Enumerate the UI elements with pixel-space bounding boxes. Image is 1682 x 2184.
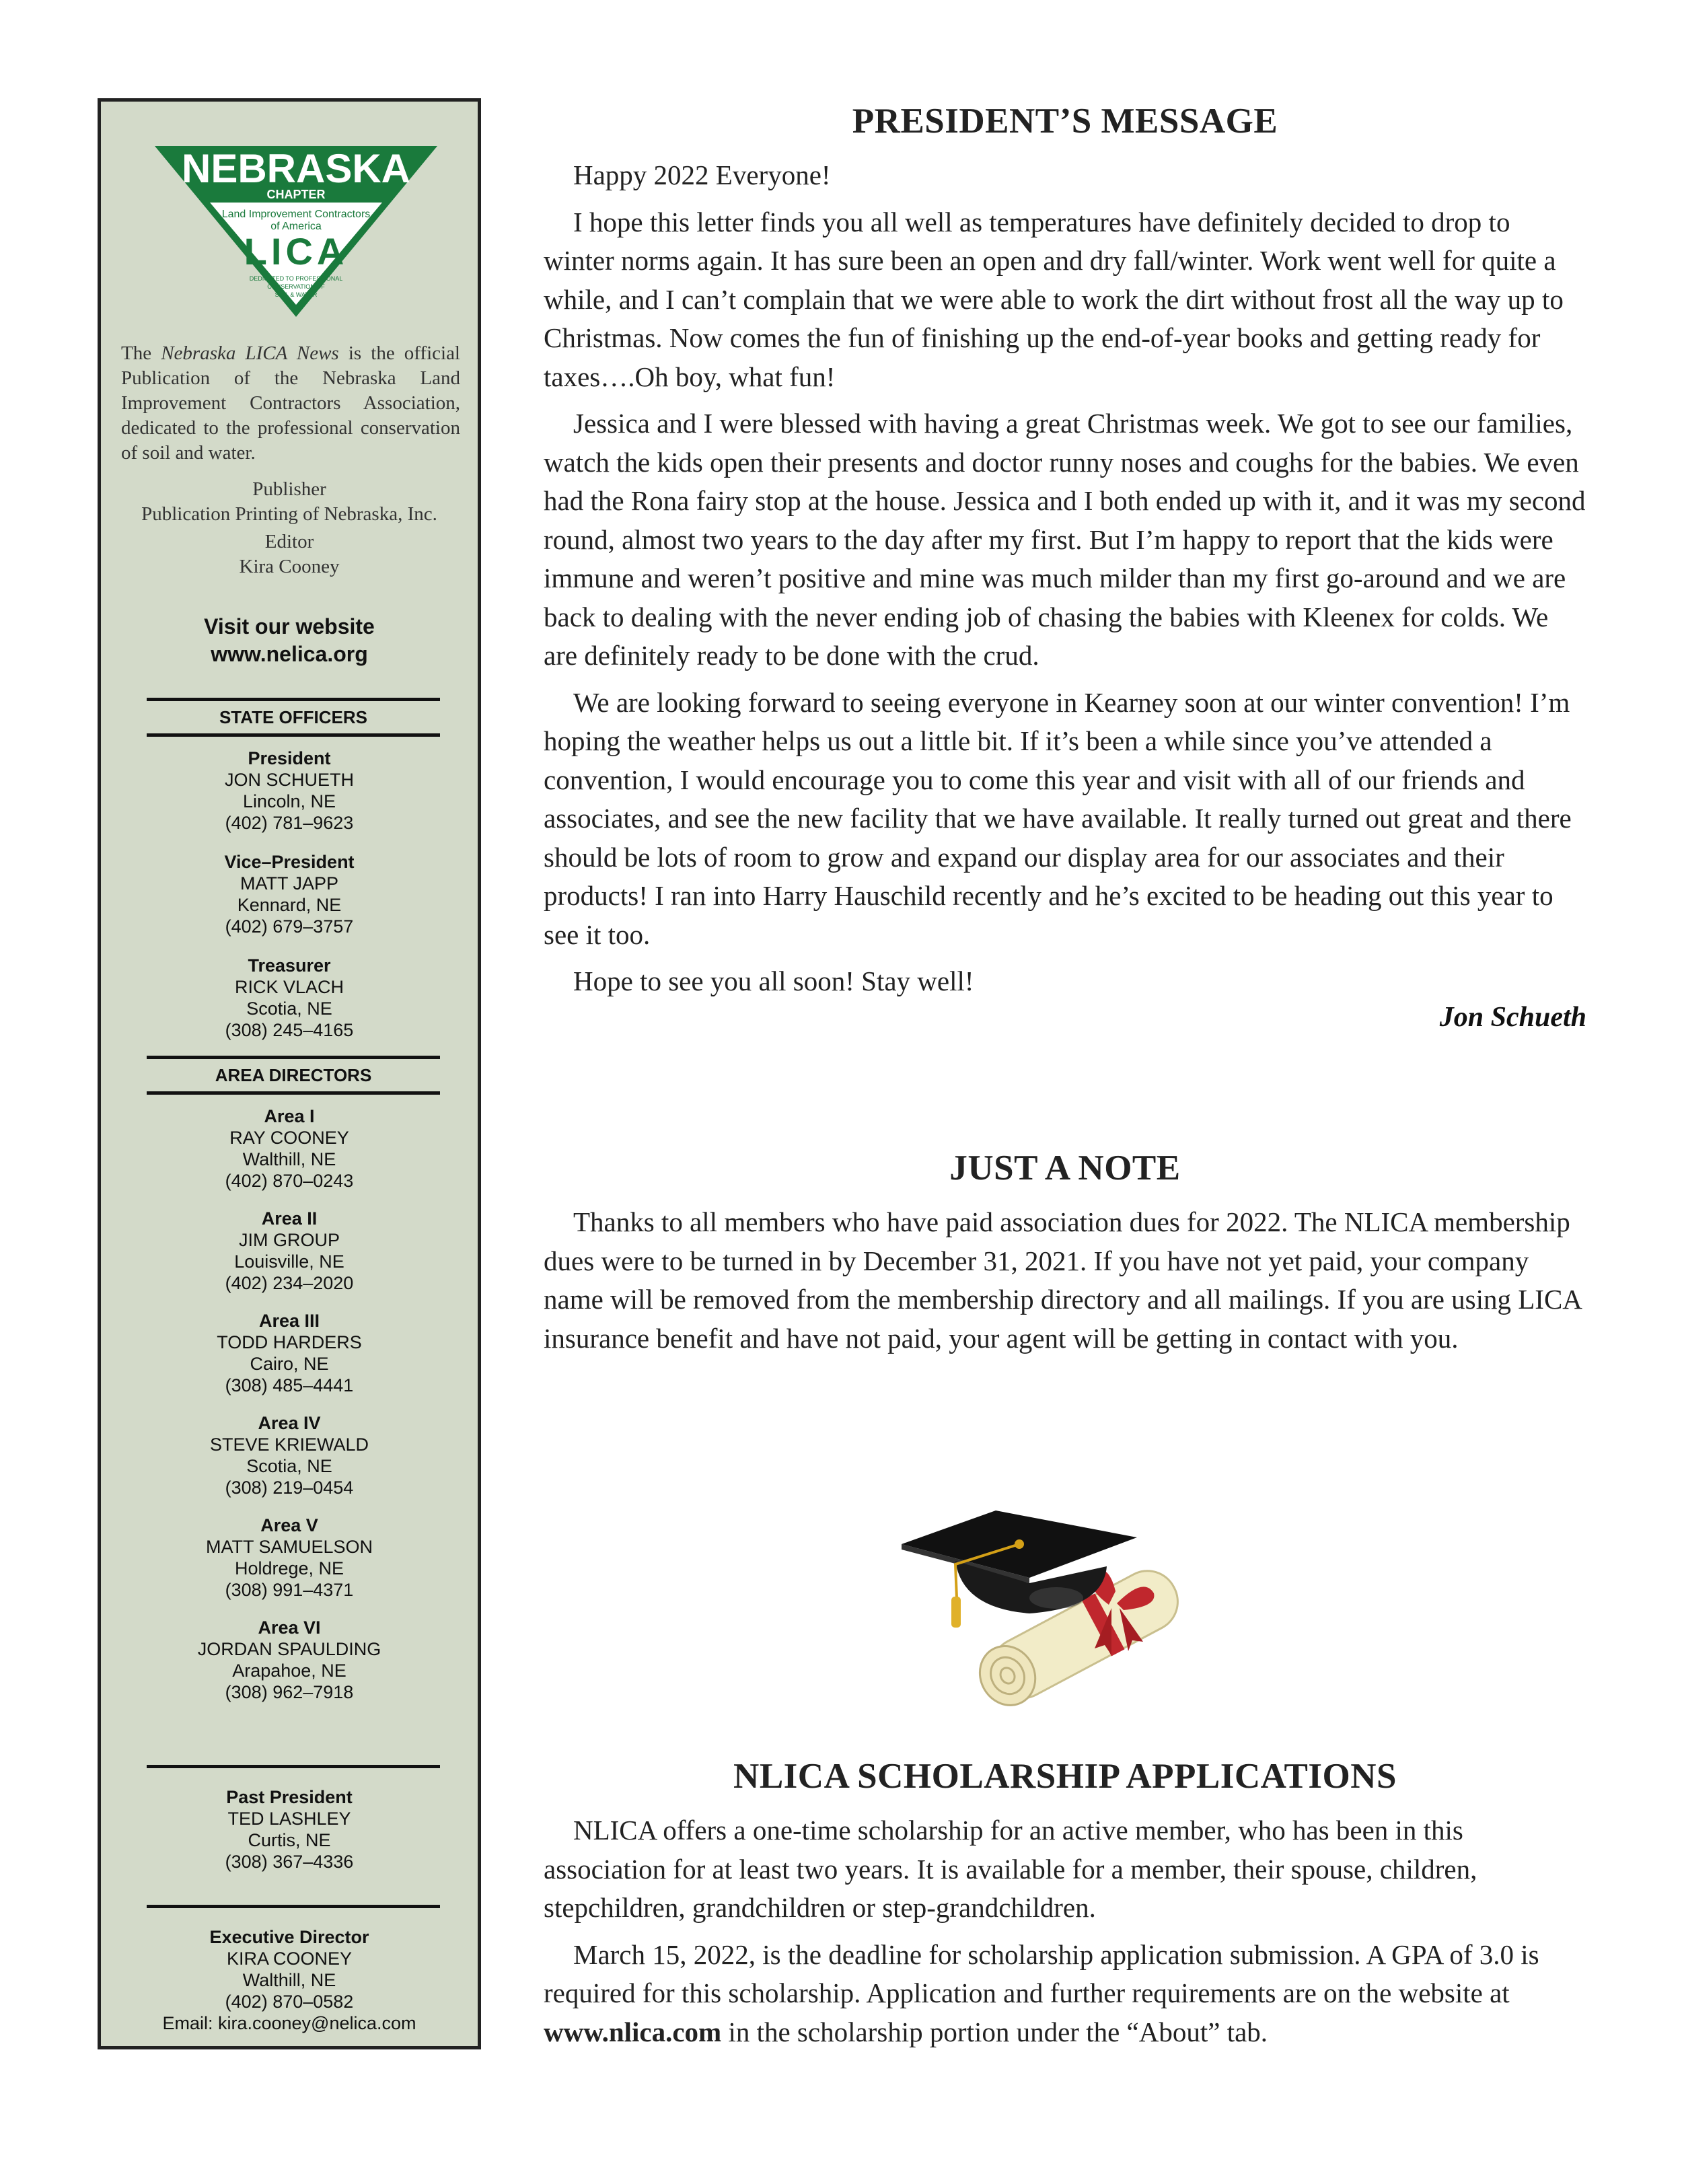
officer-president (101, 748, 478, 834)
officer-name: JON SCHUETH (224, 770, 354, 790)
scholarship-website-link[interactable]: www.nlica.com (544, 2016, 722, 2047)
director-city: Walthill, NE (242, 1149, 336, 1169)
past-president (101, 1786, 478, 1872)
officer-city: Lincoln, NE (242, 791, 336, 811)
officer-role: Treasurer (248, 955, 331, 976)
presidents-message-heading: PRESIDENT’S MESSAGE (852, 102, 1278, 141)
officer-role: President (248, 748, 331, 768)
website-link[interactable]: www.nelica.org (211, 642, 368, 666)
director-name: JORDAN SPAULDING (197, 1639, 381, 1659)
director-city: Cairo, NE (250, 1354, 329, 1374)
message-paragraph: Hope to see you all soon! Stay well! (573, 966, 974, 996)
intro-suffix: is the official Publication of the Nebraska Land Improvement Contractors Association, dedicated to the professional conservation of soil and water. (121, 342, 460, 464)
publication-intro (121, 341, 460, 466)
director-area: Area IV (258, 1413, 321, 1433)
director-name: JIM GROUP (238, 1230, 340, 1250)
director-city: Scotia, NE (246, 1456, 332, 1476)
executive-director-city: Walthill, NE (242, 1970, 336, 1990)
executive-director (101, 1926, 478, 2034)
director-area: Area II (261, 1208, 318, 1229)
director-phone: (308) 219–0454 (225, 1478, 354, 1498)
past-president-role: Past President (226, 1787, 353, 1807)
scholarship-paragraph (544, 1936, 1586, 2052)
officer-city: Kennard, NE (237, 895, 342, 915)
officer-name: MATT JAPP (240, 873, 339, 894)
director-area: Area III (258, 1311, 320, 1331)
message-paragraph: We are looking forward to seeing everyone in Kearney soon at our winter convention! I’m hoping the weather helps us out a little bit. If it’s been a while since you’ve attended a convention, I would encourage you to come this year and visit with all of our friends and associates, and see the new facility that we have available. It really turned out great and there should be lots of room to grow and expand our display area for our associates and their products! I ran into Harry Hauschild recently and he’s excited to be heading out this year to see it too. (544, 686, 1572, 950)
area-directors-heading: AREA DIRECTORS (147, 1056, 440, 1095)
director-area-4 (101, 1412, 478, 1498)
executive-director-name: KIRA COONEY (226, 1949, 353, 1969)
publisher-name: Publication Printing of Nebraska, Inc. (141, 503, 437, 525)
director-area: Area VI (258, 1617, 321, 1638)
executive-director-email[interactable]: Email: kira.cooney@nelica.com (162, 2013, 416, 2033)
officer-phone: (308) 245–4165 (225, 1020, 354, 1040)
divider (147, 1765, 440, 1768)
sidebar (98, 98, 481, 2049)
director-name: TODD HARDERS (217, 1332, 362, 1352)
executive-director-phone: (402) 870–0582 (225, 1992, 354, 2012)
publisher-block (101, 477, 478, 579)
director-area-3 (101, 1310, 478, 1396)
message-paragraph: Jessica and I were blessed with having a great Christmas week. We got to see our families, watch the kids open their presents and doctor runny noses and coughs for the babies. We even had the Rona fairy stop at the house. Jessica and I both ended up with it, and it was my second round, almost two years to the day after my first. But I’m happy to report that the kids were immune and weren’t positive and mine was much milder than my first go-around and we are back to dealing with the never ending job of chasing the babies with Kleenex for colds. We are definitely ready to be done with the crud. (544, 408, 1586, 671)
editor-label: Editor (264, 531, 314, 552)
director-area: Area I (264, 1106, 315, 1126)
scholarship-section (544, 1756, 1586, 2051)
director-area: Area V (260, 1515, 318, 1535)
director-city: Holdrege, NE (234, 1558, 344, 1578)
intro-prefix: The (121, 342, 161, 364)
message-paragraph: I hope this letter finds you all well as temperatures have definitely decided to drop to winter norms again. It has sure been an open and dry fall/winter. Work went well for quite a while, and I can’t complain that we were able to work the dirt without frost all the way up to Christmas. Now comes the fun of finishing up the end-of-year books and getting ready for taxes….Oh boy, what fun! (544, 206, 1564, 392)
past-president-name: TED LASHLEY (227, 1809, 351, 1829)
note-paragraph: Thanks to all members who have paid association dues for 2022. The NLICA membership dues were to be turned in by December 31, 2021. If you have not yet paid, your company name will be removed from the membership directory and all mailings. If you are using LICA insurance benefit and have not paid, your agent will be getting in contact with you. (544, 1206, 1581, 1354)
director-phone: (308) 991–4371 (225, 1580, 354, 1600)
past-president-phone: (308) 367–4336 (225, 1852, 354, 1872)
logo-org-line1: Land Improvement Contractors (221, 209, 371, 220)
presidents-message-section (544, 101, 1586, 1033)
director-phone: (308) 485–4441 (225, 1375, 354, 1395)
graduation-cap-and-diploma-icon (895, 1497, 1218, 1712)
logo-org-line2: of America (270, 221, 322, 232)
director-name: STEVE KRIEWALD (209, 1434, 369, 1455)
director-name: RAY COONEY (229, 1128, 349, 1148)
director-area-1 (101, 1105, 478, 1192)
director-area-2 (101, 1208, 478, 1294)
director-area-6 (101, 1617, 478, 1703)
website-block (101, 613, 478, 668)
director-city: Arapahoe, NE (232, 1661, 346, 1681)
logo-acronym: LICA (244, 230, 349, 272)
intro-title: Nebraska LICA News (161, 342, 339, 364)
director-phone: (402) 234–2020 (225, 1273, 354, 1293)
logo-tag1: DEDICATED TO PROFESSIONAL (249, 275, 343, 282)
state-officers-heading: STATE OFFICERS (147, 698, 440, 737)
director-phone: (308) 962–7918 (225, 1682, 354, 1702)
scholarship-paragraph: NLICA offers a one-time scholarship for an active member, who has been in this association for at least two years. It is available for a member, their spouse, children, stepchildren, grandchildren or step-grandchildren. (544, 1815, 1477, 1923)
logo-tag3: SOIL & WATER (275, 291, 318, 298)
director-name: MATT SAMUELSON (205, 1537, 373, 1557)
publisher-label: Publisher (252, 478, 326, 500)
scholarship-heading: NLICA SCHOLARSHIP APPLICATIONS (733, 1757, 1397, 1796)
just-a-note-section (544, 1148, 1586, 1358)
director-phone: (402) 870–0243 (225, 1171, 354, 1191)
director-city: Louisville, NE (234, 1251, 344, 1272)
visit-label: Visit our website (204, 614, 375, 639)
divider (147, 1905, 440, 1908)
director-area-5 (101, 1515, 478, 1601)
scholarship-text: in the scholarship portion under the “About” tab. (721, 2016, 1268, 2047)
officer-phone: (402) 781–9623 (225, 813, 354, 833)
editor-name: Kira Cooney (239, 556, 340, 577)
just-a-note-heading: JUST A NOTE (949, 1149, 1181, 1188)
executive-director-role: Executive Director (209, 1927, 369, 1947)
logo-tag2: CONSERVATION OF (267, 283, 325, 290)
signature: Jon Schueth (1439, 1001, 1586, 1033)
message-paragraph: Happy 2022 Everyone! (573, 159, 831, 190)
past-president-city: Curtis, NE (248, 1830, 331, 1850)
officer-phone: (402) 679–3757 (225, 916, 354, 937)
logo-state: NEBRASKA (181, 146, 411, 191)
officer-city: Scotia, NE (246, 998, 332, 1019)
officer-role: Vice–President (224, 852, 355, 872)
officer-vice-president (101, 851, 478, 937)
officer-treasurer (101, 955, 478, 1041)
officer-name: RICK VLACH (234, 977, 344, 997)
logo-chapter: CHAPTER (266, 188, 326, 201)
scholarship-text: March 15, 2022, is the deadline for scholarship application submission. A GPA of 3.0 is required for this scholarship. Application and further requirements are on the website at (544, 1938, 1539, 2008)
